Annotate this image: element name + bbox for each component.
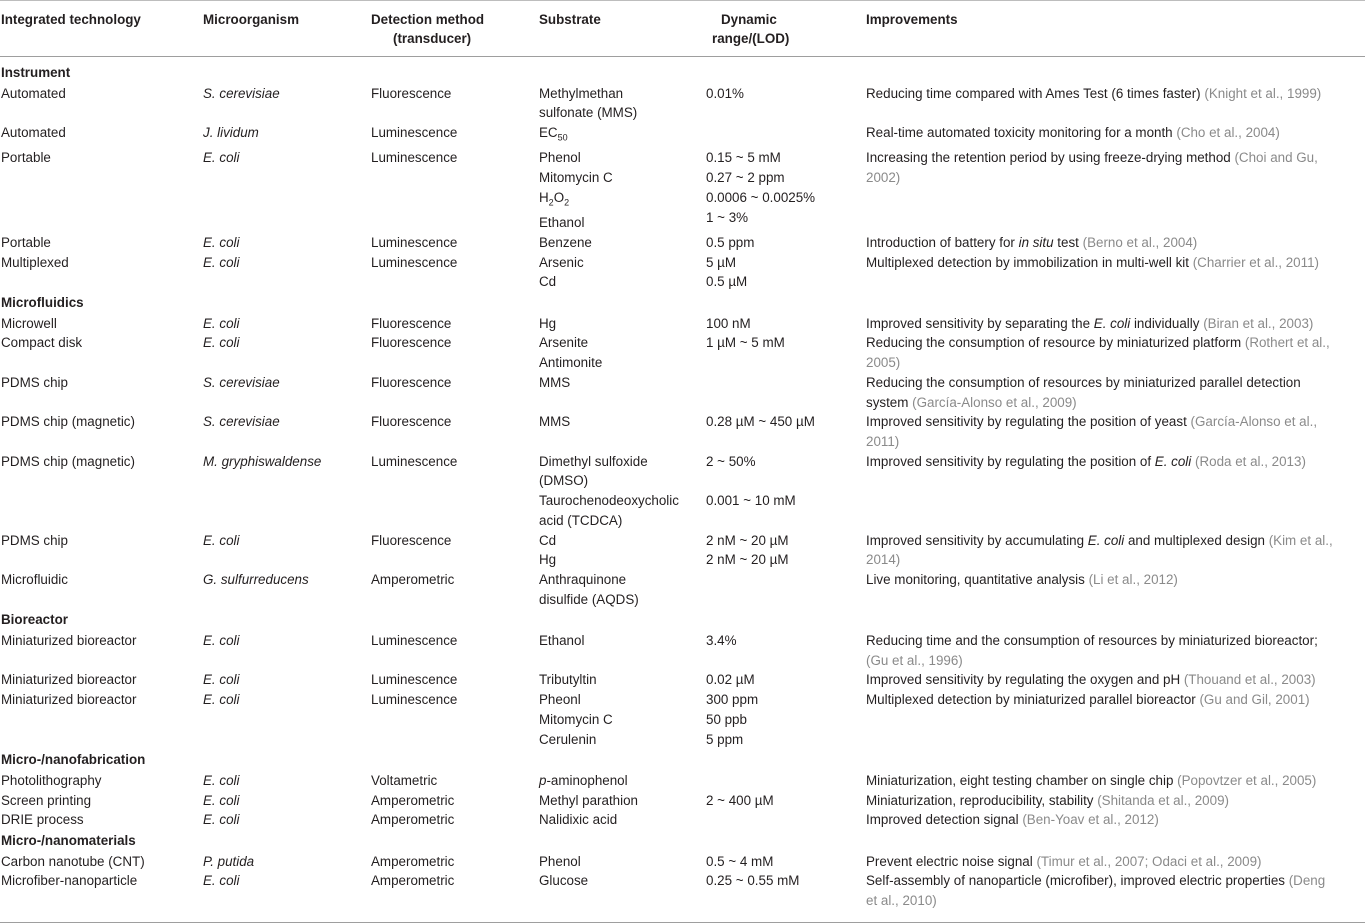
tech-cell: Miniaturized bioreactor — [1, 692, 137, 708]
range-cell: 0.5 ppm — [706, 234, 755, 250]
reference-text: 2005) — [866, 355, 901, 371]
table-row — [0, 84, 1365, 123]
table-row — [0, 412, 1365, 451]
substrate-line: Arsenic — [539, 254, 584, 270]
improvement-text: Improved sensitivity by regulating the position of — [866, 453, 1155, 469]
range-line: 2 nM ~ 20 µM — [706, 552, 789, 568]
detection-cell: Amperometric — [371, 812, 455, 828]
range-line: 300 ppm — [706, 692, 759, 708]
formula-subscript: 2 — [564, 197, 570, 208]
reference-text: (Rothert et al., — [1244, 335, 1330, 351]
detection-cell: Voltametric — [371, 772, 438, 788]
reference-text: (García-Alonso et al., — [1190, 414, 1318, 430]
reference-text: (Thouand et al., 2003) — [1183, 672, 1316, 688]
range-cell — [706, 253, 866, 292]
range-cell: 100 nM — [706, 315, 751, 331]
improvement-cell — [866, 373, 1365, 412]
range-cell: 3.4% — [706, 633, 737, 649]
table-row — [0, 771, 1365, 791]
organism-cell: S. cerevisiae — [203, 414, 280, 430]
tech-cell: PDMS chip — [1, 532, 68, 548]
table-row — [0, 233, 1365, 253]
substrate-text: EC — [539, 125, 558, 141]
improvement-text: Improved sensitivity by regulating the oxygen and pH — [866, 672, 1184, 688]
organism-cell: E. coli — [203, 315, 240, 331]
detection-cell: Fluorescence — [371, 85, 452, 101]
organism-cell: E. coli — [203, 672, 240, 688]
range-cell: 2 ~ 400 µM — [706, 792, 774, 808]
improvement-text: Prevent electric noise signal — [866, 853, 1037, 869]
reference-text: (Charrier et al., 2011) — [1192, 254, 1319, 270]
range-cell: 0.28 µM ~ 450 µM — [706, 414, 815, 430]
tech-cell: PDMS chip — [1, 374, 68, 390]
substrate-line: Pheonl — [539, 692, 581, 708]
reference-text: (Biran et al., 2003) — [1203, 315, 1314, 331]
improvement-text: Miniaturization, reproducibility, stability — [866, 792, 1098, 808]
substrate-cell — [539, 253, 706, 292]
improvement-text: Improved sensitivity by accumulating — [866, 532, 1088, 548]
table-row — [0, 148, 1365, 232]
substrate-line: Phenol — [539, 150, 581, 166]
substrate-line: Cd — [539, 532, 557, 548]
organism-cell: S. cerevisiae — [203, 374, 280, 390]
improvement-text: Improved sensitivity by regulating the position of yeast — [866, 414, 1191, 430]
section-title: Microfluidics — [1, 295, 84, 311]
improvement-cell — [866, 771, 1365, 791]
substrate-line: acid (TCDCA) — [539, 512, 623, 528]
formula-part: O — [553, 189, 565, 205]
organism-cell: E. coli — [203, 873, 240, 889]
tech-cell: Portable — [1, 150, 51, 166]
improvement-text: Increasing the retention period by using freeze-drying method — [866, 150, 1235, 166]
substrate-line: Taurochenodeoxycholic — [539, 493, 679, 509]
organism-cell: E. coli — [203, 692, 240, 708]
range-cell — [706, 123, 866, 148]
improvement-cell — [866, 412, 1365, 451]
range-line: 5 ppm — [706, 731, 744, 747]
header-detection-method — [371, 1, 539, 57]
organism-cell: P. putida — [203, 853, 255, 869]
improvement-cell — [866, 148, 1365, 232]
reference-text: et al., 2010) — [866, 893, 937, 909]
range-line: 0.27 ~ 2 ppm — [706, 170, 785, 186]
range-line: 0.001 ~ 10 mM — [706, 493, 796, 509]
table-row — [0, 670, 1365, 690]
reference-text: 2011) — [866, 434, 900, 449]
improvement-text: individually — [1130, 315, 1204, 331]
reference-text: (Choi and Gu, — [1234, 150, 1318, 166]
table-row — [0, 871, 1365, 910]
substrate-line: Hg — [539, 552, 557, 568]
range-cell — [706, 771, 866, 791]
substrate-line: Arsenite — [539, 335, 589, 351]
detection-cell: Fluorescence — [371, 315, 452, 331]
substrate-cell: Hg — [539, 315, 557, 331]
improvement-cell — [866, 452, 1365, 531]
substrate-cell — [539, 531, 706, 570]
detection-cell: Luminescence — [371, 672, 458, 688]
header-range-line1: Dynamic — [721, 12, 777, 27]
table-row — [0, 531, 1365, 570]
range-cell: 0.5 ~ 4 mM — [706, 853, 774, 869]
section-row — [0, 749, 1365, 771]
substrate-line: sulfonate (MMS) — [539, 105, 638, 121]
improvement-cell — [866, 314, 1365, 334]
reference-text: (Gu et al., 1996) — [866, 652, 963, 668]
substrate-cell: Glucose — [539, 873, 589, 889]
header-microorganism: Microorganism — [203, 1, 371, 57]
improvement-text: Live monitoring, quantitative analysis — [866, 571, 1089, 587]
detection-cell: Luminescence — [371, 254, 458, 270]
range-line: 2 nM ~ 20 µM — [706, 532, 789, 548]
section-title: Micro-/nanomaterials — [1, 833, 136, 849]
range-cell: 1 µM ~ 5 mM — [706, 335, 785, 351]
substrate-line — [539, 188, 706, 213]
improvement-cell — [866, 333, 1365, 372]
table-row — [0, 852, 1365, 872]
tech-cell: DRIE process — [1, 812, 84, 828]
improvement-italic: E. coli — [1093, 315, 1131, 331]
organism-cell: E. coli — [203, 335, 240, 351]
organism-cell: E. coli — [203, 633, 240, 649]
header-range-line2: range/(LOD) — [712, 31, 790, 46]
detection-cell: Amperometric — [371, 571, 455, 587]
header-detection-line2: (transducer) — [393, 31, 472, 46]
reference-text: 2002) — [866, 170, 901, 186]
improvement-italic: E. coli — [1154, 453, 1192, 469]
organism-cell: E. coli — [203, 772, 240, 788]
reference-text: (Berno et al., 2004) — [1082, 234, 1198, 250]
table-row — [0, 253, 1365, 292]
substrate-cell: Tributyltin — [539, 672, 597, 688]
improvement-cell — [866, 852, 1365, 872]
detection-cell: Luminescence — [371, 150, 458, 166]
organism-cell: E. coli — [203, 532, 240, 548]
tech-cell: Screen printing — [1, 792, 92, 808]
reference-text: (García-Alonso et al., 2009) — [912, 394, 1077, 410]
improvement-italic: in situ — [1018, 234, 1054, 250]
improvement-text: Real-time automated toxicity monitoring for a month — [866, 125, 1177, 141]
range-cell — [706, 148, 866, 232]
detection-cell: Luminescence — [371, 234, 458, 250]
substrate-cell: Ethanol — [539, 633, 585, 649]
substrate-cell — [539, 690, 706, 749]
tech-cell: Microfluidic — [1, 571, 68, 587]
substrate-cell: MMS — [539, 414, 571, 430]
reference-text: (Ben-Yoav et al., 2012) — [1022, 812, 1159, 828]
substrate-line: Antimonite — [539, 355, 603, 371]
section-title: Micro-/nanofabrication — [1, 752, 146, 768]
improvement-cell — [866, 690, 1365, 749]
detection-cell: Fluorescence — [371, 335, 452, 351]
table-row — [0, 452, 1365, 531]
organism-cell: E. coli — [203, 254, 240, 270]
substrate-line: Methylmethan — [539, 85, 624, 101]
improvement-cell — [866, 570, 1365, 609]
tech-cell: Miniaturized bioreactor — [1, 672, 137, 688]
detection-cell: Luminescence — [371, 453, 458, 469]
substrate-cell — [539, 84, 706, 123]
substrate-line: Ethanol — [539, 215, 585, 231]
table-row — [0, 123, 1365, 148]
organism-cell: S. cerevisiae — [203, 85, 280, 101]
substrate-line: Mitomycin C — [539, 711, 613, 727]
tech-cell: Carbon nanotube (CNT) — [1, 853, 145, 869]
substrate-line: Cd — [539, 274, 557, 290]
improvement-cell — [866, 631, 1365, 670]
header-improvements: Improvements — [866, 1, 1365, 57]
table-header — [0, 1, 1365, 57]
detection-cell: Fluorescence — [371, 532, 452, 548]
reference-text: 2014) — [866, 552, 901, 568]
detection-cell: Amperometric — [371, 792, 455, 808]
reference-text: (Shitanda et al., 2009) — [1097, 792, 1229, 808]
substrate-cell — [539, 123, 706, 148]
improvement-cell — [866, 123, 1365, 148]
tech-cell: Compact disk — [1, 335, 83, 351]
detection-cell: Luminescence — [371, 692, 458, 708]
substrate-cell — [539, 148, 706, 232]
reference-text: (Cho et al., 2004) — [1176, 125, 1280, 141]
improvement-cell — [866, 233, 1365, 253]
range-cell: 0.01% — [706, 85, 744, 101]
range-cell — [706, 810, 866, 830]
range-line: 2 ~ 50% — [706, 453, 756, 469]
organism-cell: E. coli — [203, 792, 240, 808]
table-row — [0, 690, 1365, 749]
section-title: Bioreactor — [1, 612, 68, 628]
organism-cell: E. coli — [203, 812, 240, 828]
range-cell — [706, 690, 866, 749]
reference-text: (Roda et al., 2013) — [1195, 453, 1306, 469]
organism-cell: M. gryphiswaldense — [203, 453, 322, 469]
reference-text: (Knight et al., 1999) — [1204, 85, 1322, 101]
tech-cell: Microwell — [1, 315, 57, 331]
table-row — [0, 631, 1365, 670]
range-cell — [706, 531, 866, 570]
improvement-cell — [866, 531, 1365, 570]
range-line: 0.0006 ~ 0.0025% — [706, 189, 816, 205]
substrate-cell — [539, 570, 706, 609]
tech-cell: Photolithography — [1, 772, 102, 788]
header-integrated-technology: Integrated technology — [0, 1, 203, 57]
range-line: 0.5 µM — [706, 274, 748, 290]
detection-cell: Luminescence — [371, 125, 458, 141]
range-cell: 0.25 ~ 0.55 mM — [706, 873, 800, 889]
header-dynamic-range — [706, 1, 866, 57]
range-line: 50 ppb — [706, 711, 747, 727]
detection-cell: Amperometric — [371, 853, 455, 869]
range-line: 0.15 ~ 5 mM — [706, 150, 781, 166]
substrate-cell: Phenol — [539, 853, 581, 869]
improvement-cell — [866, 253, 1365, 292]
reference-text: (Gu and Gil, 2001) — [1199, 692, 1310, 708]
organism-cell: E. coli — [203, 234, 240, 250]
improvement-text: test — [1053, 234, 1083, 250]
improvement-text: Reducing time compared with Ames Test (6 times faster) — [866, 85, 1205, 101]
tech-cell: Portable — [1, 234, 51, 250]
reference-text: (Li et al., 2012) — [1088, 571, 1178, 587]
substrate-line: disulfide (AQDS) — [539, 591, 639, 607]
table-row — [0, 314, 1365, 334]
improvement-cell — [866, 670, 1365, 690]
reference-text: (Kim et al., — [1268, 532, 1333, 548]
section-row — [0, 57, 1365, 84]
improvement-text: and multiplexed design — [1124, 532, 1269, 548]
formula-part: H — [539, 189, 549, 205]
table-row — [0, 791, 1365, 811]
substrate-cell: MMS — [539, 374, 571, 390]
improvement-cell — [866, 871, 1365, 910]
detection-cell: Amperometric — [371, 873, 455, 889]
table-row — [0, 373, 1365, 412]
section-row — [0, 830, 1365, 852]
substrate-text: -aminophenol — [546, 772, 628, 788]
substrate-line: Cerulenin — [539, 731, 597, 747]
tech-cell: PDMS chip (magnetic) — [1, 453, 135, 469]
improvement-text: Reducing the consumption of resource by miniaturized platform — [866, 335, 1245, 351]
range-cell — [706, 452, 866, 531]
detection-cell: Fluorescence — [371, 414, 452, 430]
improvement-cell — [866, 810, 1365, 830]
section-row — [0, 609, 1365, 631]
substrate-cell: Nalidixic acid — [539, 812, 618, 828]
substrate-italic: p — [539, 772, 547, 788]
improvement-text: Improved detection signal — [866, 812, 1023, 828]
substrate-cell — [539, 452, 706, 531]
improvement-text: Introduction of battery for — [866, 234, 1019, 250]
substrate-cell: Benzene — [539, 234, 592, 250]
formula-subscript: 2 — [548, 197, 554, 208]
range-cell — [706, 373, 866, 412]
detection-cell: Fluorescence — [371, 374, 452, 390]
organism-cell: J. lividum — [203, 125, 259, 141]
subscript-text: 50 — [557, 132, 568, 143]
improvement-text: Multiplexed detection by immobilization in multi-well kit — [866, 254, 1193, 270]
substrate-cell — [539, 771, 706, 791]
section-row — [0, 292, 1365, 314]
section-title: Instrument — [1, 65, 71, 80]
improvement-text: system — [866, 394, 913, 410]
table-row — [0, 333, 1365, 372]
substrate-line: (DMSO) — [539, 473, 589, 489]
substrate-cell: Methyl parathion — [539, 792, 638, 808]
tech-cell: Microfiber-nanoparticle — [1, 873, 138, 889]
improvement-cell — [866, 84, 1365, 123]
range-line: 5 µM — [706, 254, 737, 270]
tech-cell: PDMS chip (magnetic) — [1, 414, 135, 430]
organism-cell: G. sulfurreducens — [203, 571, 309, 587]
improvement-text: Miniaturization, eight testing chamber on single chip — [866, 772, 1178, 788]
table-row — [0, 570, 1365, 609]
tech-cell: Automated — [1, 125, 66, 141]
tech-cell: Miniaturized bioreactor — [1, 633, 137, 649]
improvement-cell — [866, 791, 1365, 811]
reference-text: (Deng — [1288, 873, 1326, 889]
detection-cell: Luminescence — [371, 633, 458, 649]
improvement-text: Self-assembly of nanoparticle (microfiber), improved electric properties — [866, 873, 1289, 889]
header-substrate: Substrate — [539, 1, 706, 57]
range-line: 1 ~ 3% — [706, 209, 749, 225]
range-cell: 0.02 µM — [706, 672, 755, 688]
improvement-text: Reducing time and the consumption of resources by miniaturized bioreactor; — [866, 633, 1318, 649]
reference-text: (Popovtzer et al., 2005) — [1177, 772, 1317, 788]
table-row — [0, 810, 1365, 830]
improvement-text: Multiplexed detection by miniaturized parallel bioreactor — [866, 692, 1200, 708]
substrate-line: Anthraquinone — [539, 571, 627, 587]
substrate-line: Mitomycin C — [539, 170, 613, 186]
substrate-cell — [539, 333, 706, 372]
organism-cell: E. coli — [203, 150, 240, 166]
improvement-text: Reducing the consumption of resources by miniaturized parallel detection — [866, 374, 1301, 390]
header-detection-line1: Detection method — [371, 12, 485, 27]
tech-cell: Automated — [1, 85, 66, 101]
tech-cell: Multiplexed — [1, 254, 69, 270]
reference-text: (Timur et al., 2007; Odaci et al., 2009) — [1036, 853, 1262, 869]
improvement-text: Improved sensitivity by separating the — [866, 315, 1094, 331]
improvement-italic: E. coli — [1087, 532, 1125, 548]
range-cell — [706, 570, 866, 609]
substrate-line: Dimethyl sulfoxide — [539, 453, 648, 469]
